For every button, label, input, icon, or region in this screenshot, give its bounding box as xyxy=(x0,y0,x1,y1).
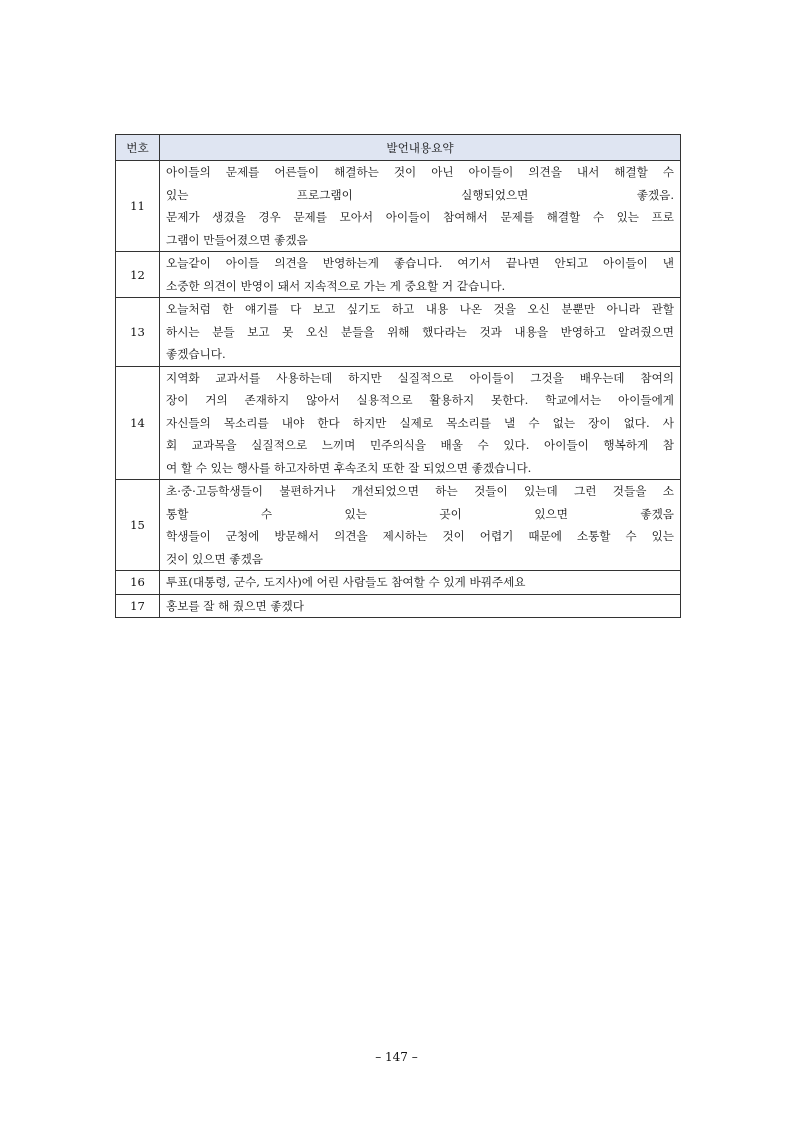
row-number: 15 xyxy=(116,480,160,571)
row-summary xyxy=(160,161,681,252)
summary-line: 초·중·고등학생들이 불편하거나 개선되었으면 하는 것들이 있는데 그런 것들을 소 xyxy=(166,484,674,498)
row-number: 17 xyxy=(116,594,160,618)
table-row xyxy=(116,252,681,298)
summary-line: 오늘처럼 한 얘기를 다 보고 싶기도 하고 내용 나온 것을 오신 분뿐만 아니라 관할 xyxy=(166,302,674,316)
summary-line: 여 할 수 있는 행사를 하고자하면 후속조치 또한 잘 되었으면 좋겠습니다. xyxy=(166,460,532,475)
table-row xyxy=(116,298,681,367)
summary-line: 것이 있으면 좋겠음 xyxy=(166,551,263,566)
row-number: 12 xyxy=(116,252,160,298)
row-number: 16 xyxy=(116,571,160,595)
summary-line: 오늘같이 아이들 의견을 반영하는게 좋습니다. 여기서 끝나면 안되고 아이들이 낸 xyxy=(166,256,674,270)
summary-line: 통할 수 있는 곳이 있으면 좋겠음 xyxy=(166,506,674,521)
summary-line: 투표(대통령, 군수, 도지사)에 어린 사람들도 참여할 수 있게 바꿔주세요 xyxy=(166,575,526,589)
table-row xyxy=(116,366,681,480)
table-row xyxy=(116,161,681,252)
row-number: 13 xyxy=(116,298,160,367)
table-row xyxy=(116,571,681,595)
table-row xyxy=(116,594,681,618)
header-summary: 발언내용요약 xyxy=(160,135,681,161)
summary-line: 좋겠습니다. xyxy=(166,347,226,361)
summary-line: 학생들이 군청에 방문해서 의견을 제시하는 것이 어렵기 때문에 소통할 수 있는 xyxy=(166,529,674,543)
summary-line: 지역화 교과서를 사용하는데 하지만 실질적으로 아이들이 그것을 배우는데 참여의 xyxy=(166,370,674,385)
summary-line: 하시는 분들 보고 못 오신 분들을 위해 했다라는 것과 내용을 반영하고 알려줬으면 xyxy=(166,324,674,339)
summary-line: 소중한 의견이 반영이 돼서 지속적으로 가는 게 중요할 거 같습니다. xyxy=(166,278,506,293)
summary-line: 있는 프로그램이 실행되었으면 좋겠음. xyxy=(166,187,674,202)
table-row xyxy=(116,480,681,571)
row-summary xyxy=(160,594,681,618)
summary-line: 문제가 생겼을 경우 문제를 모아서 아이들이 참여해서 문제를 해결할 수 있는 프로 xyxy=(166,210,674,224)
row-number: 14 xyxy=(116,366,160,480)
row-summary xyxy=(160,480,681,571)
summary-line: 장이 거의 존재하지 않아서 실용적으로 활용하지 못한다. 학교에서는 아이들에게 xyxy=(166,393,674,407)
summary-line: 자신들의 목소리를 내야 한다 하지만 실제로 목소리를 낼 수 없는 장이 없다. 사 xyxy=(166,415,674,430)
table-body xyxy=(116,161,681,618)
table-header-row xyxy=(116,135,681,161)
summary-line: 홍보를 잘 해 줬으면 좋겠다 xyxy=(166,598,304,613)
summary-line: 아이들의 문제를 어른들이 해결하는 것이 아닌 아이들이 의견을 내서 해결할 수 xyxy=(166,165,674,179)
row-summary xyxy=(160,571,681,595)
row-summary xyxy=(160,298,681,367)
summary-line: 회 교과목을 실질적으로 느끼며 민주의식을 배울 수 있다. 아이들이 행복하게 참 xyxy=(166,438,674,452)
speech-summary-table xyxy=(115,134,681,618)
summary-line: 그램이 만들어졌으면 좋겠음 xyxy=(166,232,308,247)
page-number: – 147 – xyxy=(375,1050,418,1064)
header-number: 번호 xyxy=(116,135,160,161)
row-number: 11 xyxy=(116,161,160,252)
row-summary xyxy=(160,252,681,298)
row-summary xyxy=(160,366,681,480)
